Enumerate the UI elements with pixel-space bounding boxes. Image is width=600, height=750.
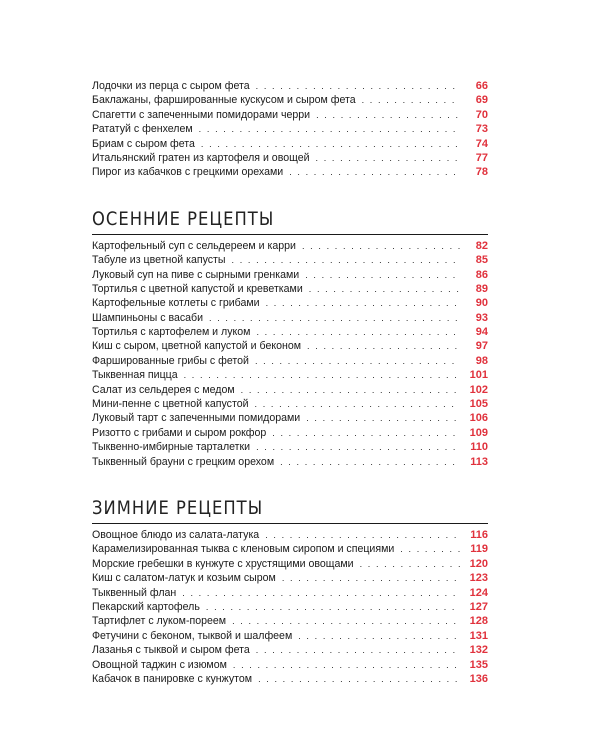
toc-section	[92, 495, 488, 686]
page-number: 119	[470, 543, 488, 556]
recipe-title: Тыквенно-имбирные тарталетки	[92, 441, 251, 454]
toc-entry[interactable]	[92, 282, 488, 296]
toc-entry[interactable]	[92, 528, 488, 542]
dot-leader	[206, 600, 460, 614]
recipe-title: Тартифлет с луком-пореем	[92, 615, 227, 628]
toc-entry[interactable]	[92, 354, 488, 368]
dot-leader	[265, 528, 460, 542]
recipe-title: Рататуй с фенхелем	[92, 123, 193, 136]
recipe-title: Тыквенная пицца	[92, 369, 178, 382]
page-number: 77	[475, 151, 488, 164]
toc-entry[interactable]	[92, 586, 488, 600]
toc-entry[interactable]	[92, 122, 488, 136]
page-number: 78	[475, 166, 488, 179]
toc-entry[interactable]	[92, 339, 488, 353]
page-number: 90	[475, 297, 488, 310]
recipe-title: Картофельный суп с сельдереем и карри	[92, 239, 296, 252]
recipe-title: Пирог из кабачков с грецкими орехами	[92, 166, 284, 179]
recipe-title: Луковый суп на пиве с сырными гренками	[92, 268, 300, 281]
page-number: 89	[475, 282, 488, 295]
page-number: 97	[475, 340, 488, 353]
page-number: 123	[469, 572, 488, 585]
dot-leader	[272, 426, 460, 440]
page-number: 136	[469, 672, 488, 685]
recipe-title: Мини-пенне с цветной капустой	[92, 398, 249, 411]
recipe-title: Лодочки из перца с сыром фета	[92, 80, 250, 92]
toc-entry[interactable]	[92, 426, 488, 440]
toc-entry[interactable]	[92, 629, 488, 643]
recipe-title: Кабачок в панировке с кунжутом	[92, 672, 253, 685]
recipe-title: Шампиньоны с васаби	[92, 311, 204, 324]
toc-entry[interactable]	[92, 440, 488, 454]
dot-leader	[233, 658, 460, 672]
recipe-title: Тортилья с картофелем и луком	[92, 326, 251, 339]
recipe-title: Табуле из цветной капусты	[92, 254, 226, 267]
toc-entry[interactable]	[92, 571, 488, 585]
page-number: 116	[470, 528, 488, 541]
page-number: 120	[469, 557, 488, 570]
section-heading: ОСЕННИЕ РЕЦЕПТЫ	[92, 207, 275, 230]
dot-leader	[255, 354, 460, 368]
dot-leader	[309, 282, 460, 296]
dot-leader	[182, 586, 460, 600]
dot-leader	[305, 268, 460, 282]
dot-leader	[201, 137, 460, 151]
page-number: 70	[475, 108, 488, 121]
toc-entry[interactable]	[92, 614, 488, 628]
toc-entry[interactable]	[92, 311, 488, 325]
recipe-title: Фетучини с беконом, тыквой и шалфеем	[92, 629, 293, 642]
dot-leader	[302, 239, 460, 253]
table-of-contents	[92, 79, 488, 686]
dot-leader	[184, 368, 460, 382]
dot-leader	[362, 93, 460, 107]
recipe-title: Бриам с сыром фета	[92, 137, 195, 150]
section-divider	[92, 234, 488, 235]
dot-leader	[255, 397, 460, 411]
dot-leader	[282, 571, 460, 585]
toc-entry[interactable]	[92, 239, 488, 253]
page-number: 102	[469, 383, 488, 396]
dot-leader	[266, 296, 460, 310]
toc-entry[interactable]	[92, 296, 488, 310]
page-number: 93	[475, 311, 488, 324]
toc-entry[interactable]	[92, 455, 488, 469]
toc-entry[interactable]	[92, 600, 488, 614]
dot-leader	[258, 672, 460, 686]
recipe-title: Овощной таджин с изюмом	[92, 658, 227, 671]
section-heading: ЗИМНИЕ РЕЦЕПТЫ	[92, 496, 264, 519]
dot-leader	[289, 165, 460, 179]
page-number: 132	[469, 644, 488, 657]
recipe-title: Овощное блюдо из салата-латука	[92, 528, 260, 541]
toc-entry[interactable]	[92, 268, 488, 282]
recipe-title: Спагетти с запеченными помидорами черри	[92, 108, 311, 121]
page-number: 85	[475, 254, 488, 267]
toc-entry[interactable]	[92, 658, 488, 672]
dot-leader	[199, 122, 460, 136]
page-number: 101	[469, 369, 488, 382]
page-number: 124	[469, 586, 488, 599]
recipe-list	[92, 79, 488, 180]
page-number: 110	[470, 441, 488, 454]
dot-leader	[400, 542, 460, 556]
dot-leader	[256, 79, 460, 93]
page-number: 131	[469, 629, 488, 642]
toc-section-continued	[92, 79, 488, 180]
dot-leader	[298, 629, 460, 643]
page-number: 128	[469, 615, 488, 628]
section-divider	[92, 523, 488, 524]
recipe-list	[92, 528, 488, 686]
page-number: 135	[469, 658, 488, 671]
toc-entry[interactable]	[92, 672, 488, 686]
toc-entry[interactable]	[92, 383, 488, 397]
page-number: 66	[475, 80, 488, 92]
recipe-title: Салат из сельдерея с медом	[92, 383, 235, 396]
toc-entry[interactable]	[92, 325, 488, 339]
recipe-title: Тортилья с цветной капустой и креветками	[92, 282, 303, 295]
recipe-title: Морские гребешки в кунжуте с хрустящими овощами	[92, 557, 354, 570]
page-number: 98	[475, 354, 488, 367]
dot-leader	[316, 151, 460, 165]
page-number: 82	[475, 239, 488, 252]
toc-entry[interactable]	[92, 542, 488, 556]
toc-entry[interactable]	[92, 108, 488, 122]
recipe-title: Тыквенный брауни с грецким орехом	[92, 455, 275, 468]
dot-leader	[256, 440, 460, 454]
toc-entry[interactable]	[92, 397, 488, 411]
recipe-title: Ризотто с грибами и сыром рокфор	[92, 426, 267, 439]
page-number: 106	[469, 412, 488, 425]
recipe-title: Лазанья с тыквой и сыром фета	[92, 644, 250, 657]
page-number: 127	[469, 600, 488, 613]
toc-entry[interactable]	[92, 557, 488, 571]
recipe-title: Итальянский гратен из картофеля и овощей	[92, 151, 310, 164]
toc-entry[interactable]	[92, 368, 488, 382]
recipe-list	[92, 239, 488, 469]
toc-entry[interactable]	[92, 253, 488, 267]
dot-leader	[256, 325, 460, 339]
dot-leader	[360, 557, 460, 571]
recipe-title: Фаршированные грибы с фетой	[92, 354, 249, 367]
dot-leader	[232, 253, 460, 267]
page-number: 86	[475, 268, 488, 281]
dot-leader	[232, 614, 460, 628]
toc-entry[interactable]	[92, 643, 488, 657]
toc-entry[interactable]	[92, 165, 488, 179]
dot-leader	[307, 339, 460, 353]
page-number: 105	[469, 398, 488, 411]
toc-entry[interactable]	[92, 137, 488, 151]
page-number: 69	[475, 94, 488, 107]
page-number: 94	[475, 326, 488, 339]
recipe-title: Карамелизированная тыква с кленовым сиропом и специями	[92, 543, 395, 556]
page-number: 74	[475, 137, 488, 150]
dot-leader	[209, 311, 460, 325]
dot-leader	[280, 455, 460, 469]
toc-entry[interactable]	[92, 151, 488, 165]
dot-leader	[316, 108, 460, 122]
recipe-title: Баклажаны, фаршированные кускусом и сыром фета	[92, 94, 356, 107]
recipe-title: Луковый тарт с запеченными помидорами	[92, 412, 301, 425]
recipe-title: Тыквенный флан	[92, 586, 177, 599]
dot-leader	[241, 383, 460, 397]
page-number: 73	[475, 123, 488, 136]
toc-entry[interactable]	[92, 79, 488, 93]
recipe-title: Пекарский картофель	[92, 600, 200, 613]
page-number: 113	[470, 455, 488, 468]
recipe-title: Картофельные котлеты с грибами	[92, 297, 260, 310]
toc-section	[92, 206, 488, 469]
toc-entry[interactable]	[92, 411, 488, 425]
dot-leader	[256, 643, 460, 657]
recipe-title: Киш с сыром, цветной капустой и беконом	[92, 340, 302, 353]
recipe-title: Киш с салатом-латук и козьим сыром	[92, 572, 276, 585]
toc-entry[interactable]	[92, 93, 488, 107]
dot-leader	[306, 411, 460, 425]
page-number: 109	[469, 426, 488, 439]
